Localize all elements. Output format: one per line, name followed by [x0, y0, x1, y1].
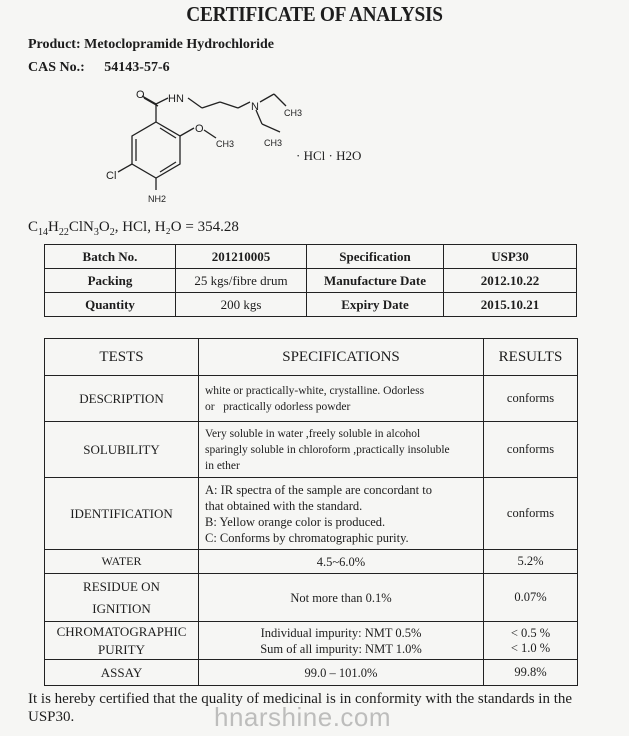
- spec-line: Individual impurity: NMT 0.5%: [260, 625, 422, 640]
- test-spec: [199, 478, 484, 550]
- test-name-line: PURITY: [98, 641, 145, 657]
- test-result: 5.2%: [484, 550, 578, 574]
- nh2-label: NH2: [148, 194, 167, 204]
- spec-line: A: IR spectra of the sample are concordant to: [205, 482, 432, 497]
- table-row: [45, 376, 578, 422]
- formula-o: O: [98, 219, 110, 235]
- table-row: [45, 478, 578, 550]
- test-spec: [199, 622, 484, 660]
- formula-cln: ClN: [68, 219, 94, 235]
- methoxy-oxygen-label: O: [195, 123, 204, 135]
- test-name: [45, 574, 199, 622]
- batch-info-table: [44, 244, 577, 317]
- test-name: DESCRIPTION: [45, 376, 199, 422]
- table-header-row: [45, 339, 578, 376]
- watermark: hnarshine.com: [214, 702, 392, 732]
- batch-no-value: 201210005: [176, 245, 307, 269]
- salt-formula: · HCl · H2O: [296, 148, 362, 163]
- table-row: [45, 550, 578, 574]
- molecular-formula: [28, 219, 239, 238]
- table-row: [45, 422, 578, 478]
- ch3-methoxy-label: CH3: [216, 139, 235, 149]
- table-row: [45, 293, 577, 317]
- table-row: [45, 574, 578, 622]
- cas-value: 54143-57-6: [104, 60, 170, 75]
- table-row: [45, 269, 577, 293]
- product-line: [28, 37, 274, 53]
- test-spec: 4.5~6.0%: [199, 550, 484, 574]
- packing-label: Packing: [45, 269, 176, 293]
- result-line: < 1.0 %: [510, 640, 551, 655]
- spec-line: Very soluble in water ,freely soluble in alcohol: [205, 427, 421, 440]
- chlorine-label: Cl: [106, 170, 117, 182]
- expiry-date-value: 2015.10.21: [444, 293, 577, 317]
- tests-table: [44, 338, 578, 686]
- spec-line: Sum of all impurity: NMT 1.0%: [260, 641, 422, 656]
- table-row: [45, 622, 578, 660]
- test-spec: [199, 376, 484, 422]
- formula-c: C: [28, 219, 39, 235]
- amine-n-label: N: [251, 101, 259, 113]
- test-spec: [199, 422, 484, 478]
- test-name-line: IGNITION: [92, 600, 151, 616]
- test-name: IDENTIFICATION: [45, 478, 199, 550]
- expiry-date-label: Expiry Date: [307, 293, 444, 317]
- spec-line: B: Yellow orange color is produced.: [205, 514, 386, 529]
- spec-line: in ether: [205, 459, 240, 472]
- test-result: 99.8%: [484, 660, 578, 686]
- manufacture-date-value: 2012.10.22: [444, 269, 577, 293]
- test-name: [45, 622, 199, 660]
- document-title: CERTIFICATE OF ANALYSIS: [186, 2, 443, 26]
- formula-o-count: 2: [109, 227, 115, 238]
- product-label: Product:: [28, 37, 81, 52]
- formula-n-count: 3: [93, 227, 99, 238]
- amide-nh-label: HN: [168, 93, 184, 105]
- test-result: conforms: [484, 376, 578, 422]
- formula-suffix: , HCl, H₂O = 354.28: [114, 219, 239, 235]
- formula-c-count: 14: [38, 227, 49, 238]
- header-tests: TESTS: [45, 339, 199, 376]
- test-result: [484, 622, 578, 660]
- batch-no-label: Batch No.: [45, 245, 176, 269]
- header-specifications: SPECIFICATIONS: [199, 339, 484, 376]
- quantity-value: 200 kgs: [176, 293, 307, 317]
- spec-line: sparingly soluble in chloroform ,practically insoluble: [205, 443, 450, 456]
- test-name: ASSAY: [45, 660, 199, 686]
- test-name-line: RESIDUE ON: [83, 578, 160, 594]
- quantity-label: Quantity: [45, 293, 176, 317]
- test-result: 0.07%: [484, 574, 578, 622]
- specification-label: Specification: [307, 245, 444, 269]
- ch3-top-label: CH3: [284, 108, 303, 118]
- packing-value: 25 kgs/fibre drum: [176, 269, 307, 293]
- test-spec: Not more than 0.1%: [199, 574, 484, 622]
- spec-line: that obtained with the standard.: [205, 498, 363, 513]
- table-row: [45, 660, 578, 686]
- test-name-line: CHROMATOGRAPHIC: [56, 623, 187, 639]
- spec-line: or practically odorless powder: [205, 400, 351, 413]
- ch3-mid-label: CH3: [264, 138, 283, 148]
- test-result: conforms: [484, 422, 578, 478]
- test-result: conforms: [484, 478, 578, 550]
- spec-line: white or practically-white, crystalline. Odorless: [205, 384, 425, 397]
- table-row: [45, 245, 577, 269]
- cas-line: [28, 60, 170, 76]
- spec-line: C: Conforms by chromatographic purity.: [205, 530, 409, 545]
- test-name: SOLUBILITY: [45, 422, 199, 478]
- product-value: Metoclopramide Hydrochloride: [84, 37, 274, 52]
- cas-label: CAS No.:: [28, 60, 85, 75]
- formula-h: H: [48, 219, 59, 235]
- manufacture-date-label: Manufacture Date: [307, 269, 444, 293]
- result-line: < 0.5 %: [510, 625, 551, 640]
- specification-value: USP30: [444, 245, 577, 269]
- carbonyl-oxygen-label: O: [136, 89, 145, 101]
- certification-statement: It is hereby certified that the quality of medicinal is in conformity with the standards in the USP30.: [28, 691, 573, 725]
- test-spec: 99.0 – 101.0%: [199, 660, 484, 686]
- formula-h-count: 22: [58, 227, 69, 238]
- header-results: RESULTS: [484, 339, 578, 376]
- test-name: WATER: [45, 550, 199, 574]
